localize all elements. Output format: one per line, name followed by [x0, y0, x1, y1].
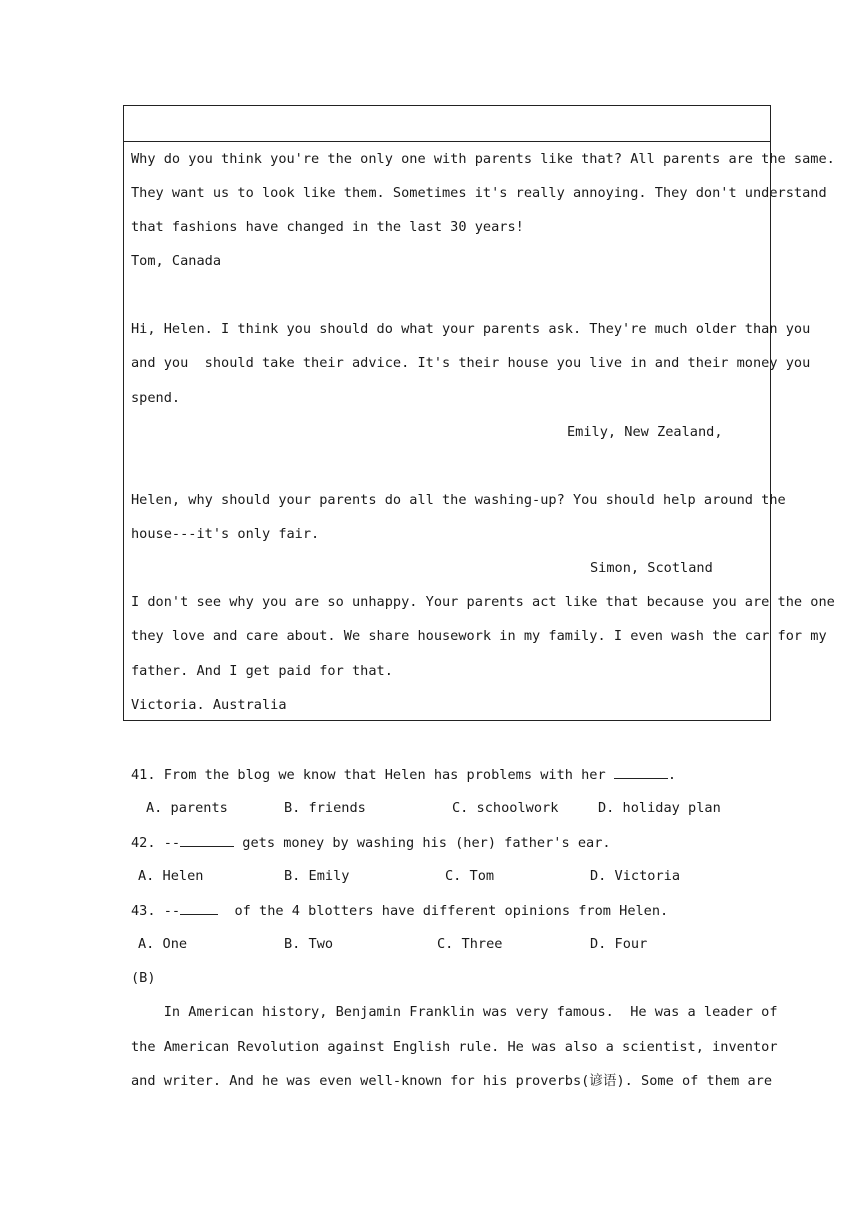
- answer-blank-43[interactable]: [180, 901, 218, 915]
- simon-signature: Simon, Scotland: [590, 560, 713, 576]
- tom-line-1: Why do you think you're the only one with parents like that? All parents are the same.: [131, 151, 835, 167]
- answer-blank-42[interactable]: [180, 833, 234, 847]
- emily-line-2: and you should take their advice. It's their house you live in and their money you: [131, 355, 811, 371]
- q42-option-d: D. Victoria: [590, 868, 681, 884]
- section-b-label: (B): [131, 970, 156, 986]
- emily-signature: Emily, New Zealand,: [567, 424, 723, 440]
- q43-option-a: A. One: [138, 936, 188, 952]
- q42-option-a: A. Helen: [138, 868, 204, 884]
- section-b-line-2: the American Revolution against English rule. He was also a scientist, inventor: [131, 1039, 778, 1055]
- q42-option-c: C. Tom: [445, 868, 495, 884]
- tom-line-3: that fashions have changed in the last 30 years!: [131, 219, 524, 235]
- q41-option-a: A. parents: [146, 800, 228, 816]
- victoria-line-3: father. And I get paid for that.: [131, 663, 393, 679]
- q43-option-d: D. Four: [590, 936, 648, 952]
- q43-option-b: B. Two: [284, 936, 334, 952]
- answer-blank-41[interactable]: [614, 765, 668, 779]
- q41-option-c: C. schoolwork: [452, 800, 559, 816]
- victoria-line-1: I don't see why you are so unhappy. Your parents act like that because you are the one: [131, 594, 835, 610]
- victoria-signature: Victoria. Australia: [131, 697, 287, 713]
- box-header-divider: [124, 141, 770, 142]
- question-43: [131, 901, 668, 920]
- emily-line-3: spend.: [131, 390, 181, 406]
- q43-option-c: C. Three: [437, 936, 503, 952]
- question-42-stem: 42. --: [131, 835, 181, 851]
- tom-signature: Tom, Canada: [131, 253, 222, 269]
- emily-line-1: Hi, Helen. I think you should do what your parents ask. They're much older than you: [131, 321, 811, 337]
- q41-option-d: D. holiday plan: [598, 800, 721, 816]
- section-b-line-3: and writer. And he was even well-known for his proverbs(谚语). Some of them are: [131, 1073, 772, 1089]
- q41-option-b: B. friends: [284, 800, 366, 816]
- question-42-end: gets money by washing his (her) father's ear.: [234, 835, 611, 851]
- simon-line-1: Helen, why should your parents do all the washing-up? You should help around the: [131, 492, 786, 508]
- question-41: [131, 765, 676, 784]
- question-41-stem: 41. From the blog we know that Helen has problems with her: [131, 767, 614, 783]
- section-b-line-1: In American history, Benjamin Franklin was very famous. He was a leader of: [131, 1004, 778, 1020]
- question-43-end: of the 4 blotters have different opinions from Helen.: [218, 903, 669, 919]
- question-41-end: .: [667, 767, 677, 783]
- victoria-line-2: they love and care about. We share housework in my family. I even wash the car for my: [131, 628, 827, 644]
- q42-option-b: B. Emily: [284, 868, 350, 884]
- simon-line-2: house---it's only fair.: [131, 526, 320, 542]
- question-43-stem: 43. --: [131, 903, 181, 919]
- question-42: [131, 833, 611, 852]
- tom-line-2: They want us to look like them. Sometimes it's really annoying. They don't understand: [131, 185, 827, 201]
